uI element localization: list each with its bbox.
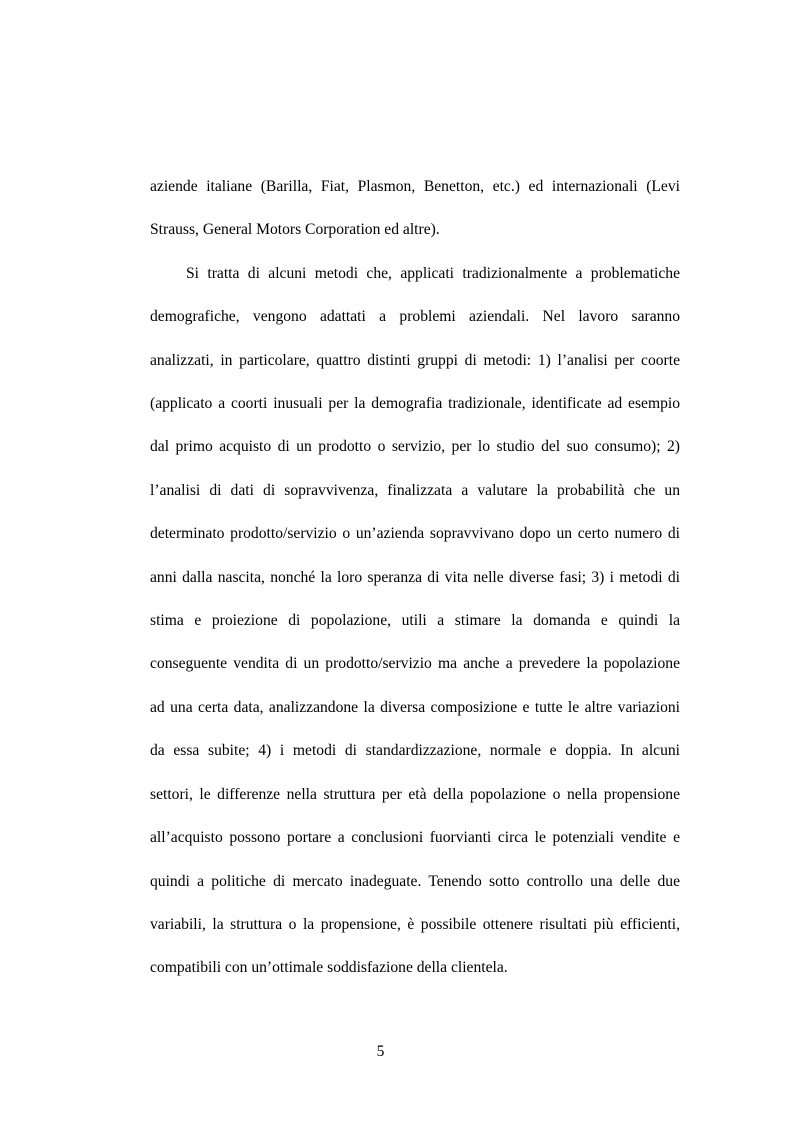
page-number bbox=[0, 1043, 793, 1061]
text-line: determinato prodotto/servizio o un’azienda sopravvivano dopo un certo numero di bbox=[150, 525, 680, 543]
text-line: analizzati, in particolare, quattro distinti gruppi di metodi: 1) l’analisi per coorte bbox=[150, 351, 680, 369]
paragraph-1 bbox=[150, 165, 680, 252]
text-line: aziende italiane (Barilla, Fiat, Plasmon, Benetton, etc.) ed internazionali (Levi bbox=[150, 178, 680, 195]
text-line: stima e proiezione di popolazione, utili a stimare la domanda e quindi la bbox=[150, 612, 680, 630]
text-line: demografiche, vengono adattati a problemi aziendali. Nel lavoro saranno bbox=[150, 308, 680, 326]
text-line: compatibili con un’ottimale soddisfazione della clientela. bbox=[150, 959, 508, 977]
page-number-label: 5 bbox=[376, 1043, 385, 1060]
text-line: (applicato a coorti inusuali per la demografia tradizionale, identificate ad esempio bbox=[150, 395, 680, 413]
text-line: quindi a politiche di mercato inadeguate. Tenendo sotto controllo una delle due bbox=[150, 872, 680, 890]
paragraph-2 bbox=[150, 252, 680, 990]
text-line: Si tratta di alcuni metodi che, applicati tradizionalmente a problematiche bbox=[186, 264, 680, 282]
text-line: l’analisi di dati di sopravvivenza, finalizzata a valutare la probabilità che un bbox=[150, 481, 680, 499]
text-line: all’acquisto possono portare a conclusioni fuorvianti circa le potenziali vendite e bbox=[150, 829, 680, 847]
text-line: conseguente vendita di un prodotto/servizio ma anche a prevedere la popolazione bbox=[150, 655, 680, 673]
text-line: settori, le differenze nella struttura per età della popolazione o nella propensione bbox=[150, 785, 680, 803]
text-line: ad una certa data, analizzandone la diversa composizione e tutte le altre variazioni bbox=[150, 698, 680, 716]
text-line: da essa subite; 4) i metodi di standardizzazione, normale e doppia. In alcuni bbox=[150, 742, 680, 760]
text-line: dal primo acquisto di un prodotto o servizio, per lo studio del suo consumo); 2) bbox=[150, 438, 680, 456]
text-line: variabili, la struttura o la propensione, è possibile ottenere risultati più efficienti, bbox=[150, 915, 680, 933]
body-text bbox=[150, 165, 680, 990]
text-line: anni dalla nascita, nonché la loro speranza di vita nelle diverse fasi; 3) i metodi di bbox=[150, 568, 680, 586]
text-line: Strauss, General Motors Corporation ed altre). bbox=[150, 221, 440, 239]
